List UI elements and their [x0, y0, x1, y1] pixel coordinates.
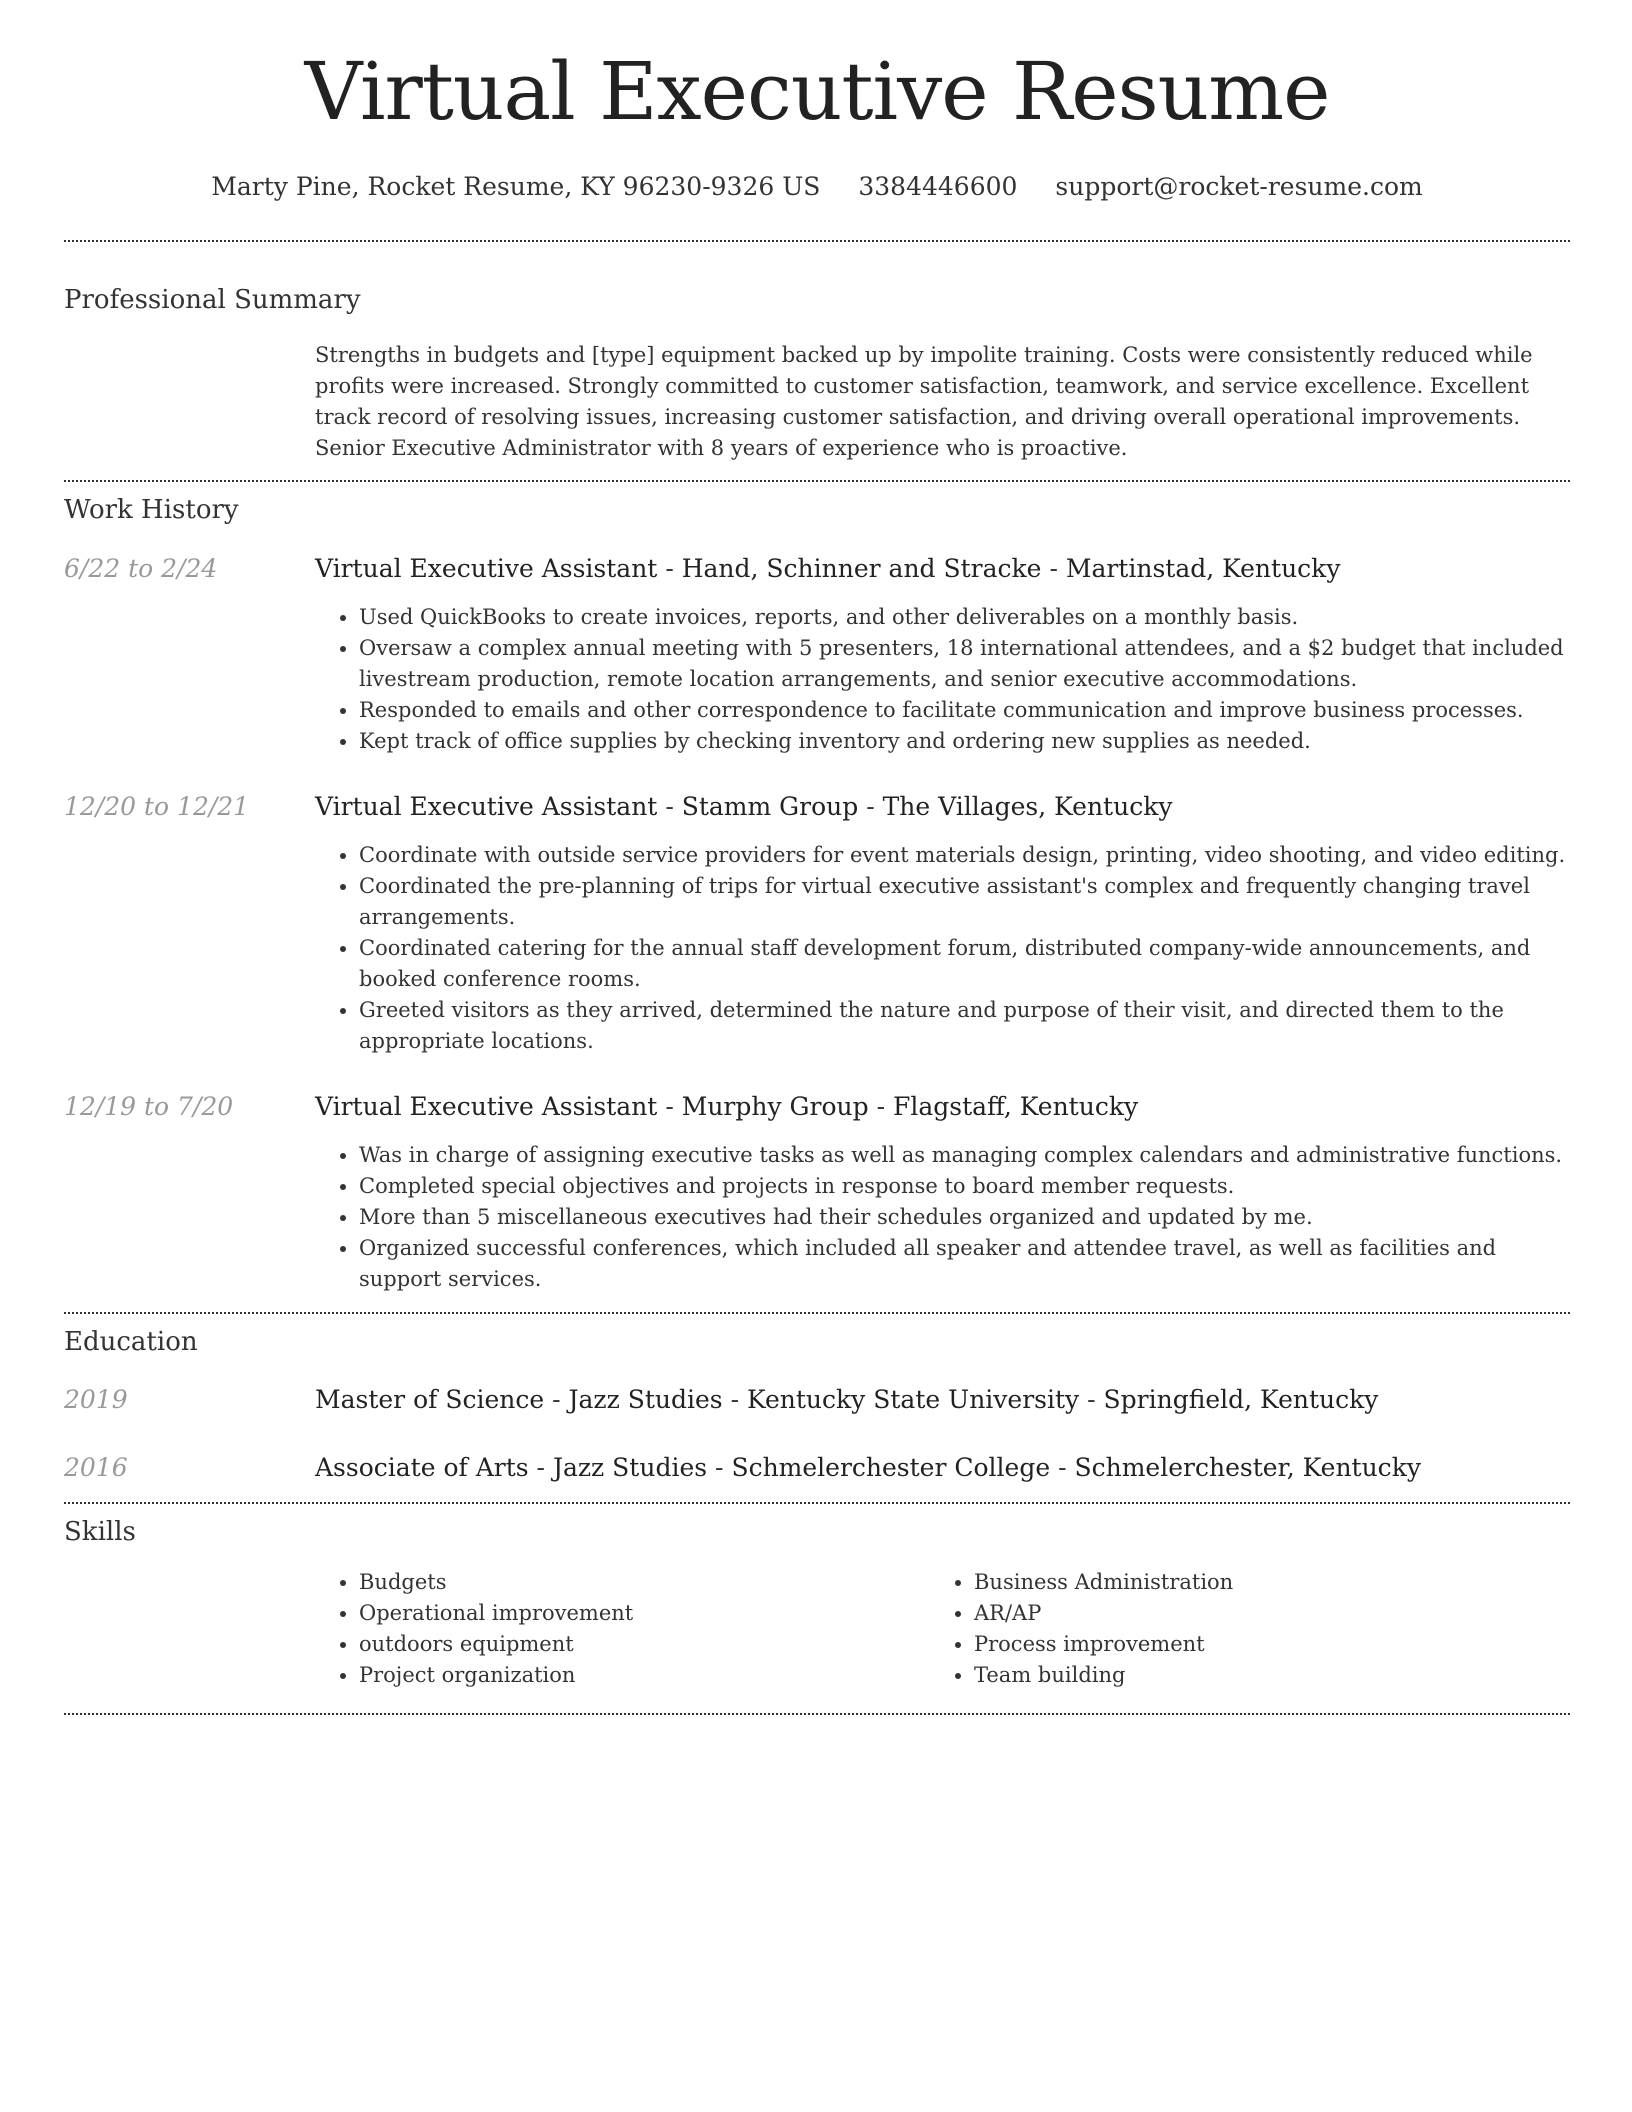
- job-dates: 12/19 to 7/20: [64, 1092, 234, 1121]
- list-item: • Business Administration: [974, 1567, 1530, 1598]
- contact-line: [64, 172, 1570, 201]
- skills-list-right: [930, 1567, 1530, 1691]
- job-dates: 6/22 to 2/24: [64, 554, 218, 583]
- list-item: • Operational improvement: [359, 1598, 915, 1629]
- job-title: Virtual Executive Assistant: [315, 792, 658, 821]
- list-item: • Coordinated catering for the annual staff development forum, distributed company-wide announcements, and booked conference rooms.: [359, 933, 1570, 995]
- contact-email: support@rocket-resume.com: [1055, 172, 1423, 201]
- education-heading: Education: [64, 1327, 198, 1357]
- list-item: • Kept track of office supplies by checking inventory and ordering new supplies as needed.: [359, 726, 1570, 757]
- job-company: Hand, Schinner and Stracke: [681, 554, 1042, 583]
- job-company: Murphy Group: [681, 1092, 869, 1121]
- list-item: • Responded to emails and other correspondence to facilitate communication and improve business processes.: [359, 695, 1570, 726]
- education-school: Schmelerchester College: [731, 1453, 1051, 1482]
- contact-phone: 3384446600: [858, 172, 1018, 201]
- job-location: Flagstaff, Kentucky: [892, 1092, 1139, 1121]
- summary-heading: Professional Summary: [64, 285, 361, 315]
- list-item: • Project organization: [359, 1660, 915, 1691]
- job-heading: Virtual Executive Assistant - Hand, Schinner and Stracke - Martinstad, Kentucky: [315, 554, 1341, 583]
- summary-text: Strengths in budgets and [type] equipment backed up by impolite training. Costs were consistently reduced while profits were increased. Strongly committed to customer satisfaction, teamwork, and service excellence. Excellent track record of resolving issues, increasing customer satisfaction, and driving overall operational improvements. Senior Executive Administrator with 8 years of experience who is proactive.: [315, 343, 1533, 460]
- divider: [64, 1713, 1570, 1715]
- job-bullets: [315, 1140, 1570, 1295]
- education-school: Kentucky State University: [746, 1385, 1080, 1414]
- job-location: Martinstad, Kentucky: [1065, 554, 1341, 583]
- job-location: The Villages, Kentucky: [882, 792, 1173, 821]
- education-entry: Master of Science - Jazz Studies - Kentucky State University - Springfield, Kentucky: [315, 1385, 1379, 1414]
- education-entry: Associate of Arts - Jazz Studies - Schmelerchester College - Schmelerchester, Kentucky: [315, 1453, 1421, 1482]
- education-field: Jazz Studies: [568, 1385, 723, 1414]
- resume-title: Virtual Executive Resume: [304, 45, 1330, 138]
- job-bullets: [315, 840, 1570, 1057]
- contact-address: Marty Pine, Rocket Resume, KY 96230-9326 US: [211, 172, 821, 201]
- divider: [64, 1312, 1570, 1314]
- work-heading: Work History: [64, 495, 239, 525]
- divider: [64, 480, 1570, 482]
- education-year: 2016: [64, 1453, 128, 1482]
- list-item: • Coordinate with outside service providers for event materials design, printing, video shooting, and video editing.: [359, 840, 1570, 871]
- list-item: • Team building: [974, 1660, 1530, 1691]
- job-heading: Virtual Executive Assistant - Murphy Group - Flagstaff, Kentucky: [315, 1092, 1139, 1121]
- divider: [64, 240, 1570, 242]
- list-item: • Completed special objectives and projects in response to board member requests.: [359, 1171, 1570, 1202]
- list-item: • Oversaw a complex annual meeting with 5 presenters, 18 international attendees, and a $2 budget that included livestream production, remote location arrangements, and senior executive accommodations.: [359, 633, 1570, 695]
- education-location: Springfield, Kentucky: [1103, 1385, 1379, 1414]
- list-item: • More than 5 miscellaneous executives had their schedules organized and updated by me.: [359, 1202, 1570, 1233]
- list-item: • Greeted visitors as they arrived, determined the nature and purpose of their visit, and directed them to the appropriate locations.: [359, 995, 1570, 1057]
- list-item: • Used QuickBooks to create invoices, reports, and other deliverables on a monthly basis.: [359, 602, 1570, 633]
- skills-heading: Skills: [64, 1517, 136, 1547]
- education-location: Schmelerchester, Kentucky: [1074, 1453, 1421, 1482]
- list-item: • Budgets: [359, 1567, 915, 1598]
- job-company: Stamm Group: [681, 792, 859, 821]
- list-item: • AR/AP: [974, 1598, 1530, 1629]
- education-degree: Associate of Arts: [315, 1453, 529, 1482]
- divider: [64, 1502, 1570, 1504]
- education-year: 2019: [64, 1385, 128, 1414]
- job-title: Virtual Executive Assistant: [315, 554, 658, 583]
- education-field: Jazz Studies: [552, 1453, 708, 1482]
- list-item: • Process improvement: [974, 1629, 1530, 1660]
- list-item: • Was in charge of assigning executive tasks as well as managing complex calendars and administrative functions.: [359, 1140, 1570, 1171]
- job-heading: Virtual Executive Assistant - Stamm Group - The Villages, Kentucky: [315, 792, 1173, 821]
- list-item: • Organized successful conferences, which included all speaker and attendee travel, as well as facilities and support services.: [359, 1233, 1570, 1295]
- education-degree: Master of Science: [315, 1385, 545, 1414]
- skills-list-left: [315, 1567, 915, 1691]
- job-bullets: [315, 602, 1570, 757]
- job-title: Virtual Executive Assistant: [315, 1092, 658, 1121]
- job-dates: 12/20 to 12/21: [64, 792, 250, 821]
- list-item: • outdoors equipment: [359, 1629, 915, 1660]
- list-item: • Coordinated the pre-planning of trips for virtual executive assistant's complex and frequently changing travel arrangements.: [359, 871, 1570, 933]
